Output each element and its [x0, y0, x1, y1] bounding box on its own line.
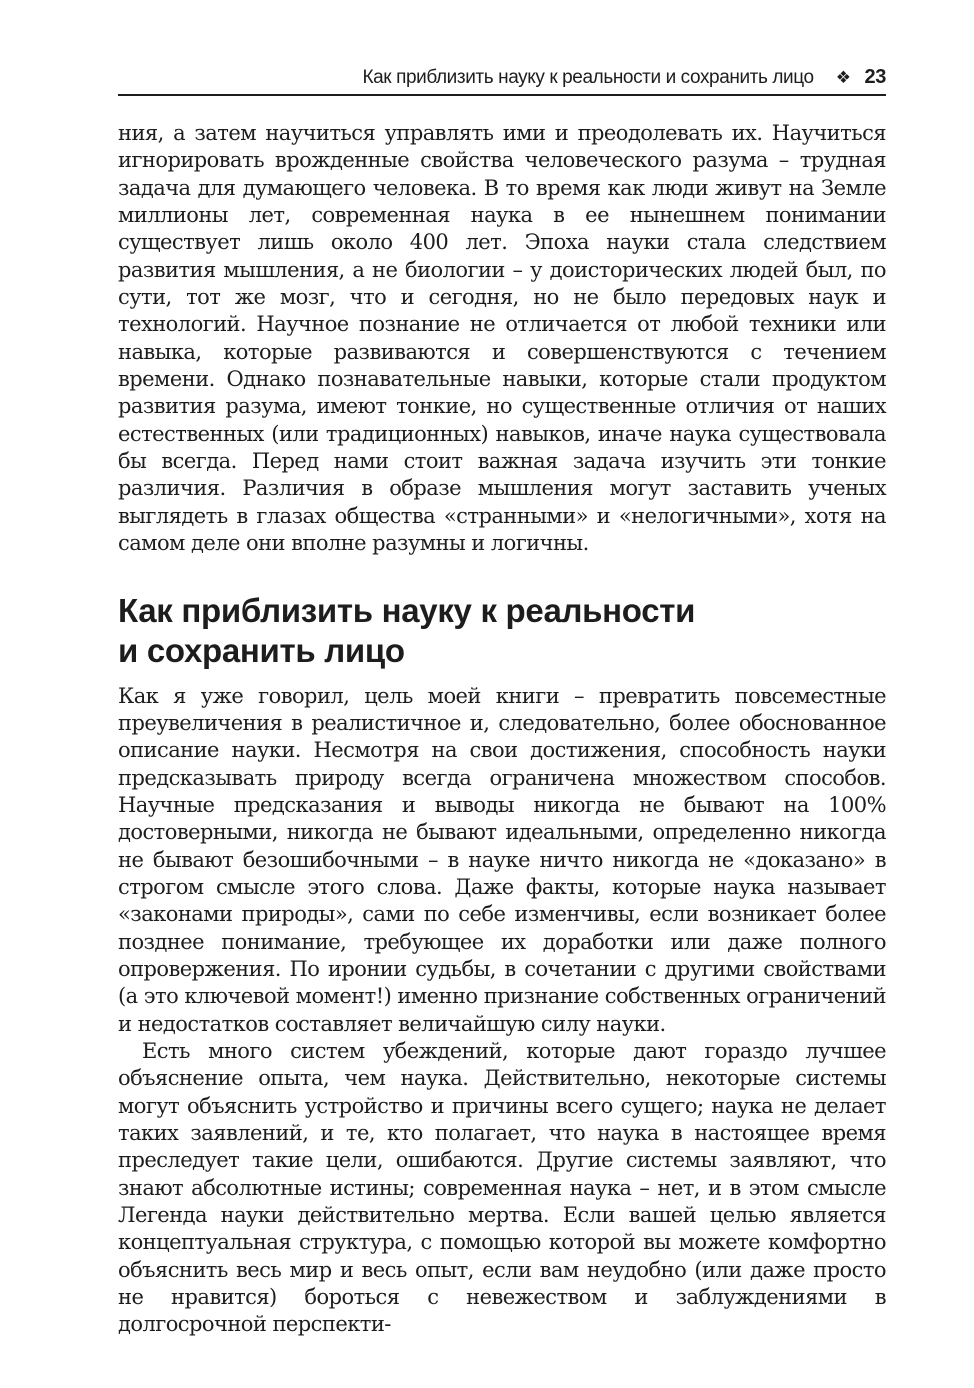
section-heading-line-1: Как приблизить науку к реальности	[118, 591, 696, 629]
section-heading-line-2: и сохранить лицо	[118, 631, 405, 669]
section-heading	[118, 591, 886, 671]
ornament-icon: ❖	[835, 68, 851, 87]
book-page	[118, 62, 886, 1339]
paragraph-section-intro: Как я уже говорил, цель моей книги – превратить повсеместные преувеличения в реалистичное и, следовательно, более обоснованное описание науки. Несмотря на свои достижения, способность науки предсказывать природу всегда ограничена множеством способов. Научные предсказания и выводы никогда не бывают на 100% достоверными, никогда не бывают идеальными, определенно никогда не бывают безошибочными – в науке ничто никогда не «доказано» в строгом смысле этого слова. Даже факты, которые наука называет «законами природы», сами по себе изменчивы, если возникает более позднее понимание, требующее их доработки или даже полного опровержения. По иронии судьбы, в сочетании с другими свойствами (а это ключевой момент!) именно признание собственных ограничений и недостатков составляет величайшую силу науки.	[118, 683, 886, 1036]
page-number: 23	[864, 66, 886, 88]
running-header	[118, 62, 886, 96]
paragraph-continued: ния, а затем научиться управлять ими и преодолевать их. Научиться игнорировать врожденные свойства человеческого разума – трудная задача для думающего человека. В то время как люди живут на Земле миллионы лет, современная наука в ее нынешнем понимании существует лишь около 400 лет. Эпоха науки стала следствием развития мышления, а не биологии – у доисторических людей был, по сути, тот же мозг, что и сегодня, но не было передовых наук и технологий. Научное познание не отличается от любой техники или навыка, которые развиваются и совершенствуются с течением времени. Однако познавательные навыки, которые стали продуктом развития разума, имеют тонкие, но существенные отличия от наших естественных (или традиционных) навыков, иначе наука существовала бы всегда. Перед нами стоит важная задача изучить эти тонкие различия. Различия в образе мышления могут заставить ученых выглядеть в глазах общества «странными» и «нелогичными», хотя на самом деле они вполне разумны и логичны.	[118, 121, 886, 556]
paragraph-belief-systems: Есть много систем убеждений, которые дают гораздо лучшее объяснение опыта, чем наука. Действительно, некоторые системы могут объяснить устройство и причины всего сущего; наука не делает таких заявлений, и те, кто полагает, что наука в настоящее время преследует такие цели, ошибаются. Другие системы заявляют, что знают абсолютные истины; современная наука – нет, и в этом смысле Легенда науки действительно мертва. Если вашей целью является концептуальная структура, с помощью которой вы можете комфортно объяснить весь мир и весь опыт, если вам неудобно (или даже просто не нравится) бороться с невежеством и заблуждениями в долгосрочной перспекти-	[118, 1038, 886, 1337]
running-title: Как приблизить науку к реальности и сохранить лицо	[362, 67, 814, 88]
